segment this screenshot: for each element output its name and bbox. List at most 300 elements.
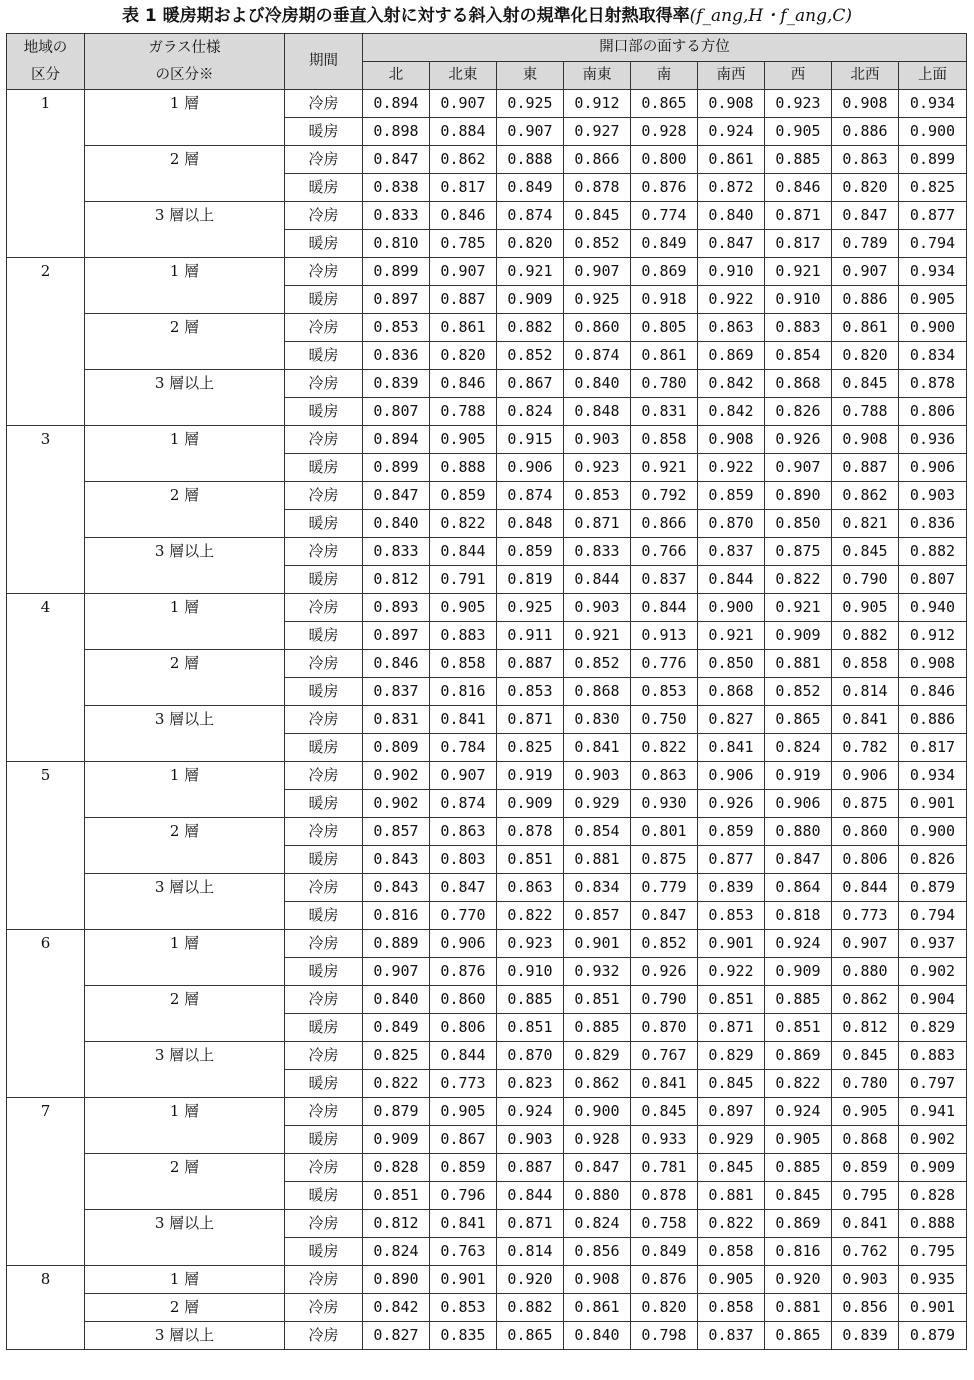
value-cell: 0.920 [765, 1266, 832, 1294]
value-cell: 0.925 [497, 594, 564, 622]
value-cell: 0.863 [832, 146, 899, 174]
value-cell: 0.874 [497, 202, 564, 230]
value-cell: 0.881 [564, 846, 631, 874]
value-cell: 0.859 [698, 818, 765, 846]
value-cell: 0.800 [631, 146, 698, 174]
value-cell: 0.861 [430, 314, 497, 342]
value-cell: 0.907 [430, 258, 497, 286]
period-cell: 冷房 [285, 90, 363, 118]
value-cell: 0.879 [899, 874, 967, 902]
glass-cell: 1 層 [85, 426, 285, 482]
glass-cell: 1 層 [85, 930, 285, 986]
period-cell: 暖房 [285, 342, 363, 370]
glass-cell: 3 層以上 [85, 874, 285, 930]
value-cell: 0.806 [832, 846, 899, 874]
value-cell: 0.885 [765, 146, 832, 174]
value-cell: 0.882 [497, 1294, 564, 1322]
header-orientation-cell: 西 [765, 62, 832, 90]
value-cell: 0.841 [564, 734, 631, 762]
value-cell: 0.796 [430, 1182, 497, 1210]
period-cell: 冷房 [285, 1266, 363, 1294]
value-cell: 0.852 [564, 650, 631, 678]
value-cell: 0.828 [363, 1154, 430, 1182]
value-cell: 0.862 [430, 146, 497, 174]
table-row [7, 538, 967, 566]
value-cell: 0.881 [698, 1182, 765, 1210]
value-cell: 0.929 [698, 1126, 765, 1154]
value-cell: 0.847 [363, 482, 430, 510]
value-cell: 0.845 [564, 202, 631, 230]
header-glass-label: ガラス仕様 の区分※ [148, 39, 221, 83]
value-cell: 0.851 [497, 846, 564, 874]
value-cell: 0.868 [832, 1126, 899, 1154]
value-cell: 0.901 [564, 930, 631, 958]
value-cell: 0.901 [430, 1266, 497, 1294]
table-row [7, 818, 967, 846]
value-cell: 0.820 [832, 342, 899, 370]
value-cell: 0.837 [631, 566, 698, 594]
glass-cell: 2 層 [85, 986, 285, 1042]
value-cell: 0.817 [430, 174, 497, 202]
value-cell: 0.781 [631, 1154, 698, 1182]
period-cell: 暖房 [285, 1070, 363, 1098]
value-cell: 0.880 [832, 958, 899, 986]
value-cell: 0.773 [832, 902, 899, 930]
value-cell: 0.890 [765, 482, 832, 510]
period-cell: 冷房 [285, 1098, 363, 1126]
value-cell: 0.853 [363, 314, 430, 342]
value-cell: 0.871 [497, 706, 564, 734]
value-cell: 0.862 [832, 986, 899, 1014]
value-cell: 0.934 [899, 762, 967, 790]
value-cell: 0.852 [564, 230, 631, 258]
value-cell: 0.858 [832, 650, 899, 678]
value-cell: 0.903 [564, 426, 631, 454]
value-cell: 0.859 [832, 1154, 899, 1182]
value-cell: 0.845 [765, 1182, 832, 1210]
value-cell: 0.836 [363, 342, 430, 370]
value-cell: 0.795 [832, 1182, 899, 1210]
table-row [7, 762, 967, 790]
value-cell: 0.909 [363, 1126, 430, 1154]
value-cell: 0.807 [899, 566, 967, 594]
value-cell: 0.921 [698, 622, 765, 650]
value-cell: 0.784 [430, 734, 497, 762]
glass-cell: 2 層 [85, 482, 285, 538]
value-cell: 0.836 [899, 510, 967, 538]
table-row [7, 1210, 967, 1238]
value-cell: 0.790 [832, 566, 899, 594]
value-cell: 0.852 [497, 342, 564, 370]
value-cell: 0.773 [430, 1070, 497, 1098]
value-cell: 0.912 [899, 622, 967, 650]
value-cell: 0.875 [765, 538, 832, 566]
table-row [7, 650, 967, 678]
value-cell: 0.866 [631, 510, 698, 538]
value-cell: 0.909 [497, 790, 564, 818]
glass-cell: 2 層 [85, 1154, 285, 1210]
value-cell: 0.883 [899, 1042, 967, 1070]
value-cell: 0.941 [899, 1098, 967, 1126]
value-cell: 0.906 [832, 762, 899, 790]
value-cell: 0.880 [765, 818, 832, 846]
value-cell: 0.758 [631, 1210, 698, 1238]
value-cell: 0.779 [631, 874, 698, 902]
value-cell: 0.908 [698, 426, 765, 454]
value-cell: 0.897 [363, 622, 430, 650]
value-cell: 0.847 [631, 902, 698, 930]
value-cell: 0.822 [497, 902, 564, 930]
value-cell: 0.810 [363, 230, 430, 258]
value-cell: 0.901 [899, 1294, 967, 1322]
value-cell: 0.870 [631, 1014, 698, 1042]
value-cell: 0.841 [631, 1070, 698, 1098]
value-cell: 0.868 [765, 370, 832, 398]
period-cell: 暖房 [285, 1238, 363, 1266]
value-cell: 0.844 [564, 566, 631, 594]
value-cell: 0.851 [497, 1014, 564, 1042]
glass-cell: 3 層以上 [85, 370, 285, 426]
value-cell: 0.902 [363, 762, 430, 790]
value-cell: 0.883 [430, 622, 497, 650]
period-cell: 暖房 [285, 174, 363, 202]
value-cell: 0.851 [363, 1182, 430, 1210]
value-cell: 0.847 [765, 846, 832, 874]
value-cell: 0.910 [698, 258, 765, 286]
value-cell: 0.850 [765, 510, 832, 538]
value-cell: 0.829 [899, 1014, 967, 1042]
data-table [6, 33, 967, 1350]
value-cell: 0.845 [832, 370, 899, 398]
region-cell: 7 [7, 1098, 85, 1266]
period-cell: 暖房 [285, 1126, 363, 1154]
value-cell: 0.858 [631, 426, 698, 454]
value-cell: 0.934 [899, 90, 967, 118]
value-cell: 0.902 [363, 790, 430, 818]
period-cell: 冷房 [285, 1154, 363, 1182]
value-cell: 0.847 [698, 230, 765, 258]
value-cell: 0.926 [698, 790, 765, 818]
value-cell: 0.856 [832, 1294, 899, 1322]
value-cell: 0.850 [698, 650, 765, 678]
value-cell: 0.844 [631, 594, 698, 622]
value-cell: 0.763 [430, 1238, 497, 1266]
value-cell: 0.907 [564, 258, 631, 286]
value-cell: 0.847 [832, 202, 899, 230]
value-cell: 0.819 [497, 566, 564, 594]
value-cell: 0.908 [698, 90, 765, 118]
value-cell: 0.906 [899, 454, 967, 482]
value-cell: 0.881 [765, 650, 832, 678]
value-cell: 0.905 [765, 118, 832, 146]
value-cell: 0.841 [430, 1210, 497, 1238]
value-cell: 0.926 [765, 426, 832, 454]
value-cell: 0.894 [363, 426, 430, 454]
value-cell: 0.905 [430, 594, 497, 622]
region-cell: 5 [7, 762, 85, 930]
period-cell: 暖房 [285, 566, 363, 594]
value-cell: 0.865 [497, 1322, 564, 1350]
value-cell: 0.915 [497, 426, 564, 454]
value-cell: 0.887 [832, 454, 899, 482]
value-cell: 0.905 [832, 1098, 899, 1126]
value-cell: 0.851 [765, 1014, 832, 1042]
value-cell: 0.900 [899, 314, 967, 342]
value-cell: 0.921 [765, 594, 832, 622]
region-cell: 4 [7, 594, 85, 762]
value-cell: 0.838 [363, 174, 430, 202]
value-cell: 0.865 [765, 1322, 832, 1350]
table-row [7, 1098, 967, 1126]
table-row [7, 426, 967, 454]
period-cell: 冷房 [285, 1294, 363, 1322]
value-cell: 0.846 [765, 174, 832, 202]
value-cell: 0.908 [899, 650, 967, 678]
period-cell: 冷房 [285, 650, 363, 678]
value-cell: 0.933 [631, 1126, 698, 1154]
value-cell: 0.844 [698, 566, 765, 594]
value-cell: 0.884 [430, 118, 497, 146]
value-cell: 0.847 [363, 146, 430, 174]
value-cell: 0.797 [899, 1070, 967, 1098]
value-cell: 0.856 [564, 1238, 631, 1266]
value-cell: 0.888 [497, 146, 564, 174]
value-cell: 0.888 [430, 454, 497, 482]
value-cell: 0.903 [564, 762, 631, 790]
value-cell: 0.844 [430, 1042, 497, 1070]
table-row [7, 986, 967, 1014]
value-cell: 0.822 [430, 510, 497, 538]
value-cell: 0.863 [430, 818, 497, 846]
value-cell: 0.791 [430, 566, 497, 594]
value-cell: 0.840 [363, 510, 430, 538]
table-row [7, 1154, 967, 1182]
value-cell: 0.905 [899, 286, 967, 314]
value-cell: 0.925 [497, 90, 564, 118]
value-cell: 0.867 [497, 370, 564, 398]
value-cell: 0.878 [564, 174, 631, 202]
value-cell: 0.767 [631, 1042, 698, 1070]
value-cell: 0.871 [698, 1014, 765, 1042]
value-cell: 0.871 [765, 202, 832, 230]
value-cell: 0.897 [698, 1098, 765, 1126]
value-cell: 0.870 [698, 510, 765, 538]
period-cell: 暖房 [285, 902, 363, 930]
value-cell: 0.907 [430, 762, 497, 790]
value-cell: 0.868 [698, 678, 765, 706]
value-cell: 0.920 [497, 1266, 564, 1294]
value-cell: 0.829 [564, 1042, 631, 1070]
region-cell: 3 [7, 426, 85, 594]
glass-cell: 1 層 [85, 1098, 285, 1154]
value-cell: 0.853 [564, 482, 631, 510]
period-cell: 冷房 [285, 202, 363, 230]
value-cell: 0.878 [631, 1182, 698, 1210]
value-cell: 0.918 [631, 286, 698, 314]
value-cell: 0.879 [899, 1322, 967, 1350]
table-row [7, 594, 967, 622]
value-cell: 0.841 [832, 706, 899, 734]
table-row [7, 1322, 967, 1350]
period-cell: 冷房 [285, 314, 363, 342]
value-cell: 0.780 [832, 1070, 899, 1098]
value-cell: 0.885 [564, 1014, 631, 1042]
header-orientation-cell: 南 [631, 62, 698, 90]
glass-cell: 1 層 [85, 762, 285, 818]
value-cell: 0.794 [899, 230, 967, 258]
value-cell: 0.925 [564, 286, 631, 314]
value-cell: 0.792 [631, 482, 698, 510]
value-cell: 0.863 [497, 874, 564, 902]
value-cell: 0.900 [899, 818, 967, 846]
period-cell: 暖房 [285, 846, 363, 874]
header-orientation-cell: 北 [363, 62, 430, 90]
value-cell: 0.881 [765, 1294, 832, 1322]
value-cell: 0.875 [631, 846, 698, 874]
value-cell: 0.869 [765, 1042, 832, 1070]
value-cell: 0.785 [430, 230, 497, 258]
value-cell: 0.825 [497, 734, 564, 762]
value-cell: 0.894 [363, 90, 430, 118]
value-cell: 0.924 [765, 930, 832, 958]
value-cell: 0.861 [564, 1294, 631, 1322]
value-cell: 0.840 [564, 1322, 631, 1350]
value-cell: 0.822 [698, 1210, 765, 1238]
value-cell: 0.924 [765, 1098, 832, 1126]
value-cell: 0.868 [564, 678, 631, 706]
table-row [7, 314, 967, 342]
value-cell: 0.789 [832, 230, 899, 258]
table-title [0, 0, 974, 32]
table-row [7, 482, 967, 510]
value-cell: 0.809 [363, 734, 430, 762]
value-cell: 0.833 [363, 202, 430, 230]
value-cell: 0.927 [564, 118, 631, 146]
value-cell: 0.885 [497, 986, 564, 1014]
glass-cell: 3 層以上 [85, 1322, 285, 1350]
value-cell: 0.816 [430, 678, 497, 706]
value-cell: 0.908 [564, 1266, 631, 1294]
value-cell: 0.900 [899, 118, 967, 146]
value-cell: 0.853 [430, 1294, 497, 1322]
value-cell: 0.876 [430, 958, 497, 986]
value-cell: 0.821 [832, 510, 899, 538]
value-cell: 0.851 [564, 986, 631, 1014]
value-cell: 0.788 [832, 398, 899, 426]
region-cell: 8 [7, 1266, 85, 1350]
table-body [7, 90, 967, 1350]
value-cell: 0.900 [564, 1098, 631, 1126]
value-cell: 0.839 [832, 1322, 899, 1350]
value-cell: 0.857 [363, 818, 430, 846]
value-cell: 0.794 [899, 902, 967, 930]
value-cell: 0.859 [430, 482, 497, 510]
value-cell: 0.905 [698, 1266, 765, 1294]
value-cell: 0.803 [430, 846, 497, 874]
value-cell: 0.930 [631, 790, 698, 818]
value-cell: 0.833 [564, 538, 631, 566]
value-cell: 0.845 [832, 538, 899, 566]
glass-cell: 3 層以上 [85, 1210, 285, 1266]
value-cell: 0.923 [564, 454, 631, 482]
value-cell: 0.750 [631, 706, 698, 734]
value-cell: 0.812 [363, 566, 430, 594]
value-cell: 0.922 [698, 286, 765, 314]
value-cell: 0.899 [899, 146, 967, 174]
value-cell: 0.912 [564, 90, 631, 118]
glass-cell: 3 層以上 [85, 202, 285, 258]
value-cell: 0.886 [832, 286, 899, 314]
value-cell: 0.907 [363, 958, 430, 986]
value-cell: 0.780 [631, 370, 698, 398]
value-cell: 0.871 [564, 510, 631, 538]
value-cell: 0.859 [497, 538, 564, 566]
value-cell: 0.853 [497, 678, 564, 706]
value-cell: 0.770 [430, 902, 497, 930]
value-cell: 0.871 [497, 1210, 564, 1238]
header-orientation-label: 開口部の面する方位 [599, 39, 730, 55]
period-cell: 冷房 [285, 762, 363, 790]
value-cell: 0.830 [564, 706, 631, 734]
value-cell: 0.867 [430, 1126, 497, 1154]
value-cell: 0.922 [698, 454, 765, 482]
value-cell: 0.776 [631, 650, 698, 678]
value-cell: 0.923 [765, 90, 832, 118]
value-cell: 0.909 [899, 1154, 967, 1182]
value-cell: 0.903 [832, 1266, 899, 1294]
period-cell: 冷房 [285, 146, 363, 174]
table-container [6, 33, 966, 1350]
region-cell: 1 [7, 90, 85, 258]
value-cell: 0.814 [497, 1238, 564, 1266]
value-cell: 0.863 [631, 762, 698, 790]
value-cell: 0.903 [899, 482, 967, 510]
value-cell: 0.869 [698, 342, 765, 370]
value-cell: 0.844 [430, 538, 497, 566]
value-cell: 0.846 [430, 202, 497, 230]
region-cell: 2 [7, 258, 85, 426]
value-cell: 0.852 [631, 930, 698, 958]
table-row [7, 146, 967, 174]
value-cell: 0.879 [363, 1098, 430, 1126]
value-cell: 0.887 [430, 286, 497, 314]
period-cell: 暖房 [285, 678, 363, 706]
table-title-formula: (f_ang,H・f_ang,C) [689, 6, 853, 26]
value-cell: 0.847 [430, 874, 497, 902]
table-row [7, 706, 967, 734]
value-cell: 0.846 [430, 370, 497, 398]
value-cell: 0.853 [698, 902, 765, 930]
value-cell: 0.932 [564, 958, 631, 986]
value-cell: 0.805 [631, 314, 698, 342]
value-cell: 0.898 [363, 118, 430, 146]
value-cell: 0.857 [564, 902, 631, 930]
period-cell: 冷房 [285, 706, 363, 734]
value-cell: 0.921 [497, 258, 564, 286]
period-cell: 冷房 [285, 538, 363, 566]
value-cell: 0.903 [497, 1126, 564, 1154]
value-cell: 0.840 [363, 986, 430, 1014]
glass-cell: 1 層 [85, 594, 285, 650]
value-cell: 0.839 [698, 874, 765, 902]
value-cell: 0.831 [363, 706, 430, 734]
value-cell: 0.854 [765, 342, 832, 370]
value-cell: 0.906 [430, 930, 497, 958]
value-cell: 0.940 [899, 594, 967, 622]
value-cell: 0.936 [899, 426, 967, 454]
header-orientation-cell: 北西 [832, 62, 899, 90]
value-cell: 0.877 [899, 202, 967, 230]
